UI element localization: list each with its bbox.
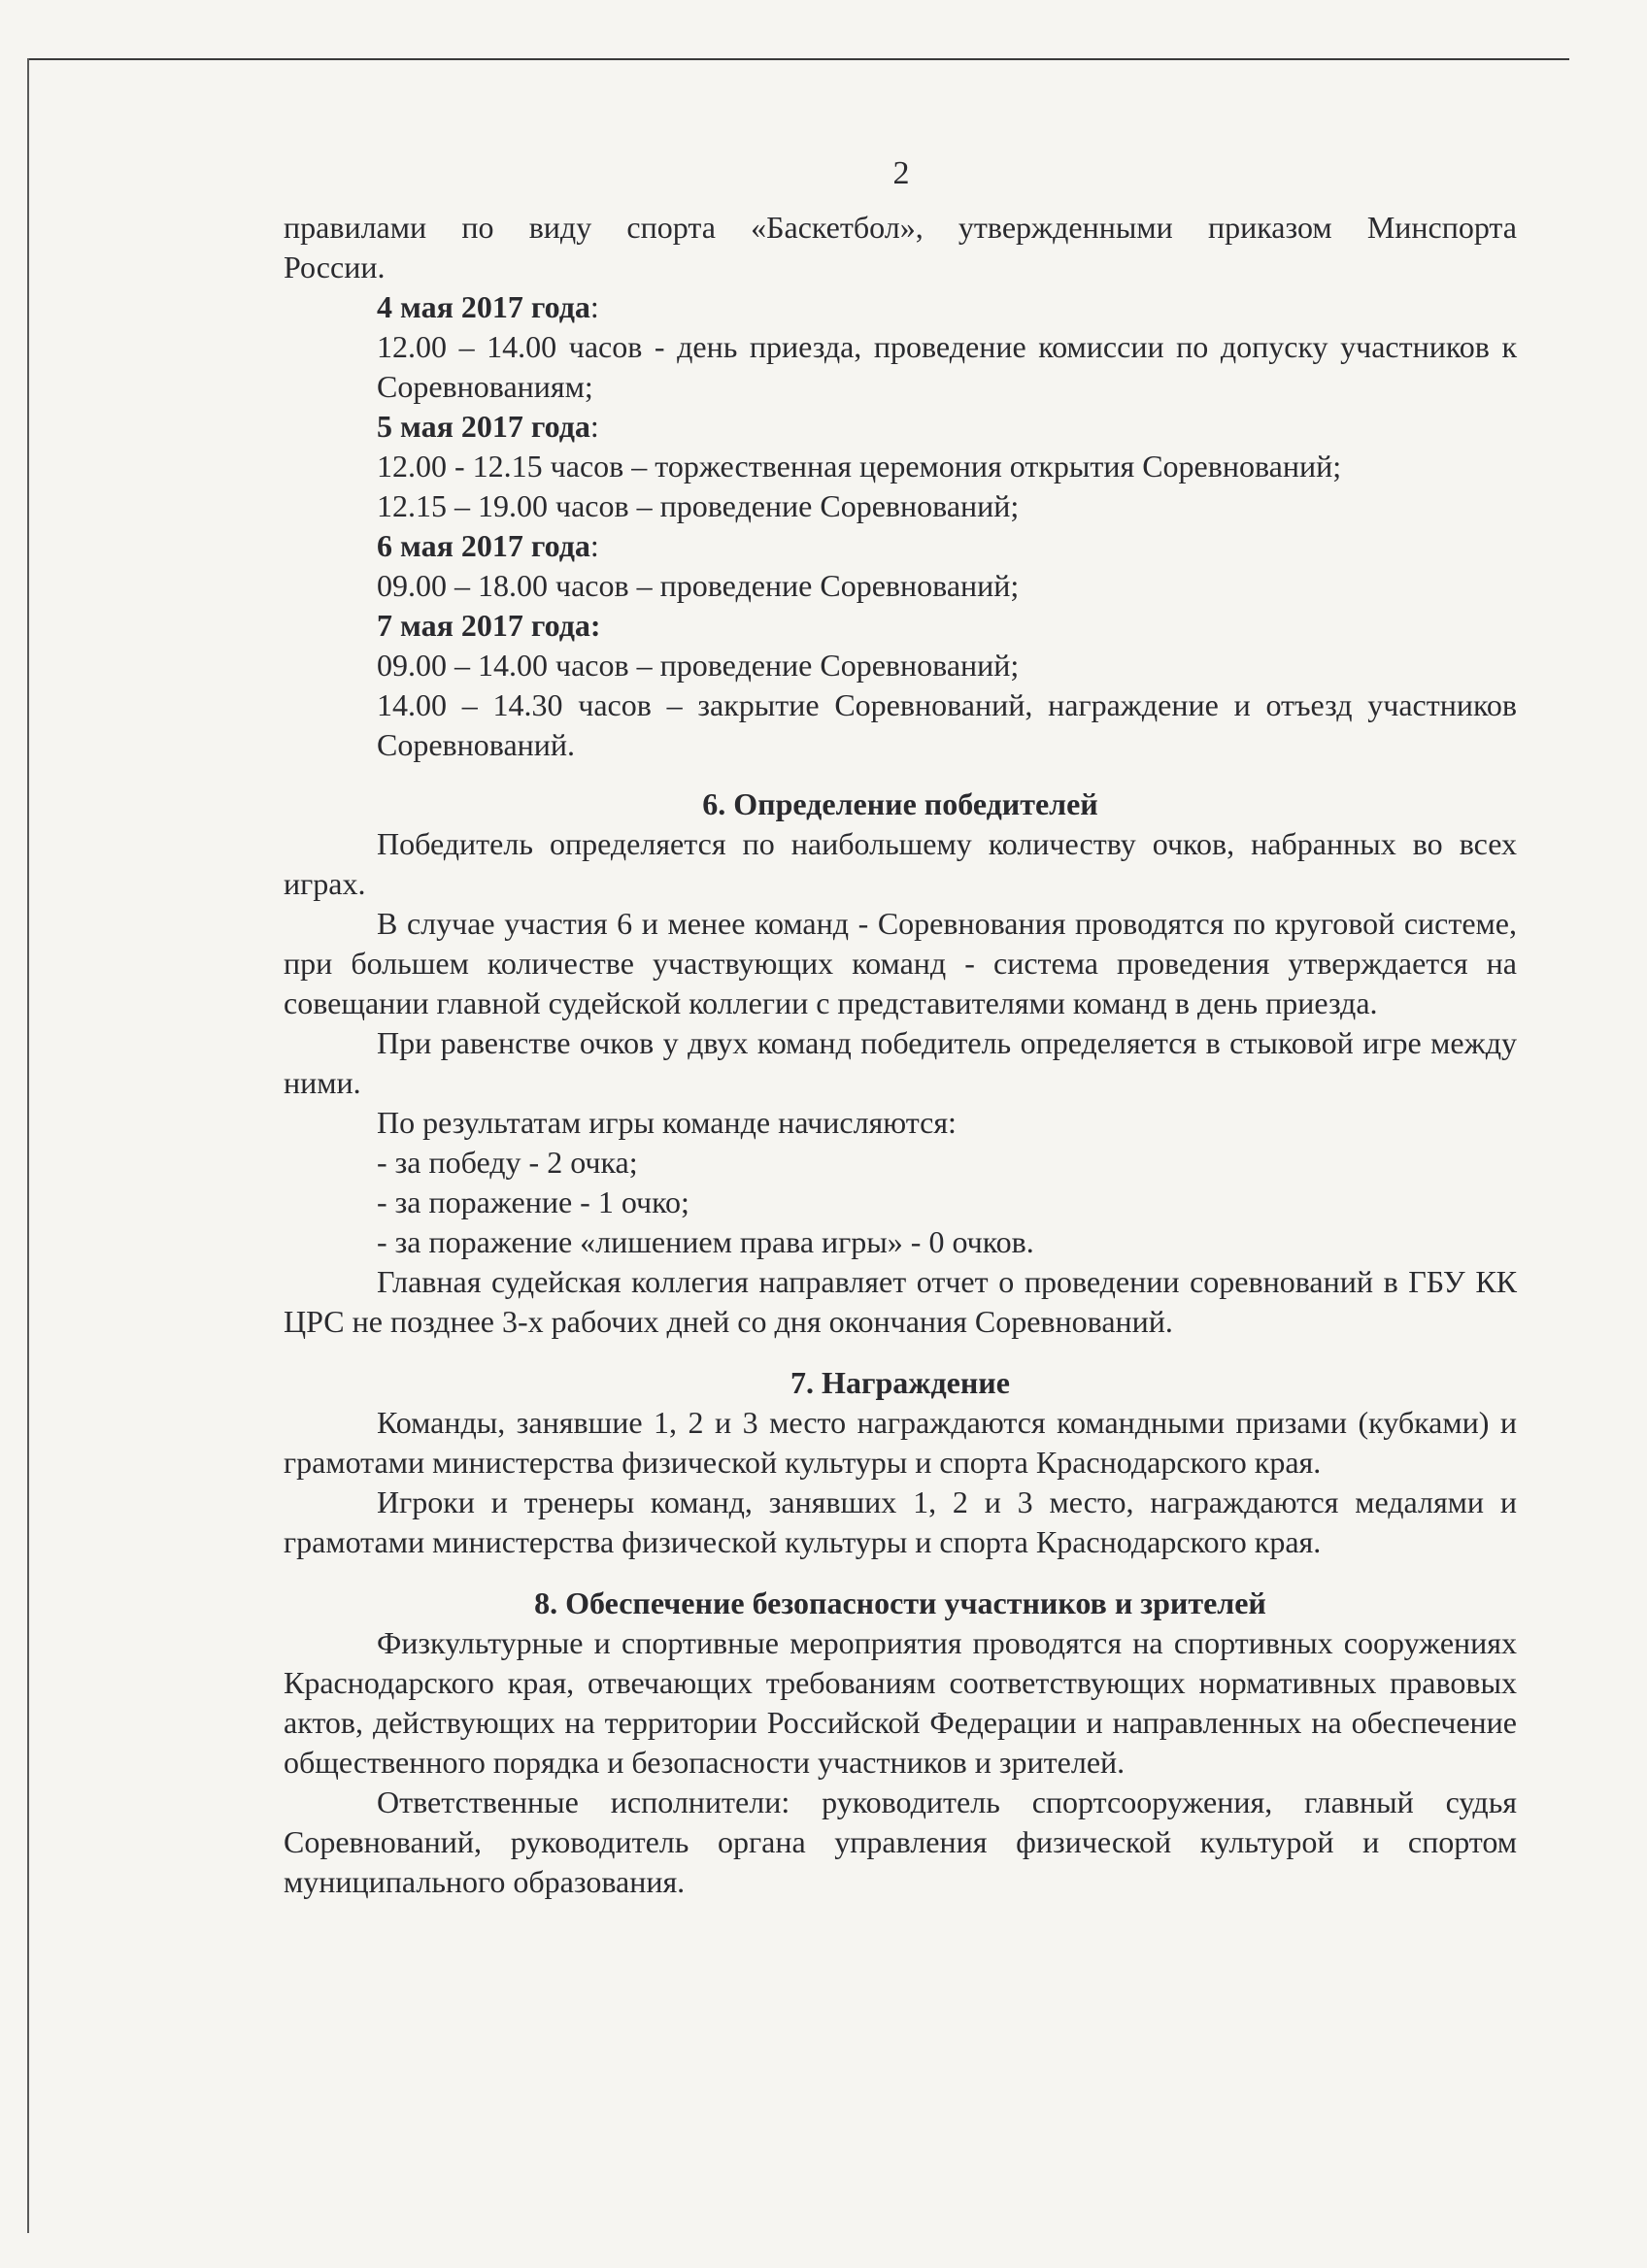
intro-line-1: правилами по виду спорта «Баскетбол», утвержденными приказом Минспорта — [284, 210, 1517, 245]
schedule-date: 6 мая 2017 года: — [377, 528, 599, 563]
section-8-paragraph: Физкультурные и спортивные мероприятия проводятся на спортивных сооружениях Краснодарского края, отвечающих требованиям соответствующих нормативных правовых актов, действующих на территории Российской Федерации и направленных на обеспечение общественного порядка и безопасности участников и зрителей. — [284, 1625, 1517, 1780]
schedule-item: 09.00 – 18.00 часов – проведение Соревнований; — [377, 568, 1020, 603]
top-border-line — [27, 58, 1569, 60]
section-8-paragraph: Ответственные исполнители: руководитель спортсооружения, главный судья Соревнований, руководитель органа управления физической культурой и спортом муниципального образования. — [284, 1784, 1517, 1899]
section-7-paragraph: Команды, занявшие 1, 2 и 3 место награждаются командными призами (кубками) и грамотами министерства физической культуры и спорта Краснодарского края. — [284, 1405, 1517, 1480]
section-6-paragraph: При равенстве очков у двух команд победитель определяется в стыковой игре между ними. — [284, 1025, 1517, 1100]
section-7-heading: 7. Награждение — [790, 1365, 1010, 1400]
schedule-date: 4 мая 2017 года: — [377, 289, 599, 324]
section-6-paragraph: В случае участия 6 и менее команд - Соревнования проводятся по круговой системе, при большем количестве участвующих команд - система проведения утверждается на совещании главной судейской коллегии с представителями команд в день приезда. — [284, 906, 1517, 1020]
page-number: 2 — [892, 155, 910, 191]
points-item: - за поражение - 1 очко; — [377, 1184, 689, 1219]
section-6-heading: 6. Определение победителей — [702, 786, 1098, 821]
schedule-item: 12.00 – 14.00 часов - день приезда, проведение комиссии по допуску участников к Соревнованиям; — [377, 329, 1517, 404]
section-8-heading: 8. Обеспечение безопасности участников и зрителей — [534, 1585, 1266, 1620]
schedule-date: 7 мая 2017 года: — [377, 608, 601, 643]
document-body — [284, 208, 1517, 1902]
schedule-item: 12.00 - 12.15 часов – торжественная церемония открытия Соревнований; — [377, 449, 1342, 484]
left-border-line — [27, 58, 29, 2233]
schedule-item: 12.15 – 19.00 часов – проведение Соревнований; — [377, 488, 1020, 523]
points-item: - за победу - 2 очка; — [377, 1145, 638, 1180]
section-6-paragraph: Победитель определяется по наибольшему количеству очков, набранных во всех играх. — [284, 826, 1517, 901]
schedule-item: 09.00 – 14.00 часов – проведение Соревнований; — [377, 648, 1020, 683]
section-6-paragraph: Главная судейская коллегия направляет отчет о проведении соревнований в ГБУ КК ЦРС не позднее 3-х рабочих дней со дня окончания Соревнований. — [284, 1264, 1517, 1339]
points-intro: По результатам игры команде начисляются: — [377, 1105, 957, 1140]
points-item: - за поражение «лишением права игры» - 0 очков. — [377, 1224, 1034, 1259]
intro-line-2: России. — [284, 250, 386, 284]
schedule-date: 5 мая 2017 года: — [377, 409, 599, 444]
schedule-item: 14.00 – 14.30 часов – закрытие Соревнований, награждение и отъезд участников Соревнований. — [377, 687, 1517, 762]
section-7-paragraph: Игроки и тренеры команд, занявших 1, 2 и 3 место, награждаются медалями и грамотами министерства физической культуры и спорта Краснодарского края. — [284, 1484, 1517, 1559]
